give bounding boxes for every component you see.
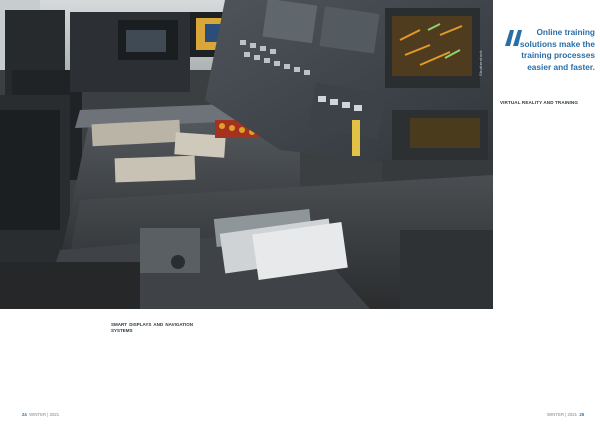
subheading: SMART DISPLAYS AND NAVIGATION SYSTEMS xyxy=(111,322,193,334)
text-column-2 xyxy=(111,318,193,334)
page-number-left: 24 xyxy=(22,412,27,417)
page-number-right: 25 xyxy=(579,412,585,417)
folio-left xyxy=(22,412,59,417)
photo-credit xyxy=(478,18,488,78)
pull-quote: Online training solutions make the training processes easier and faster. xyxy=(519,27,595,72)
folio-right xyxy=(547,412,584,417)
issue-right: WINTER | 2021 xyxy=(547,412,578,417)
issue-left: WINTER | 2021 xyxy=(29,412,60,417)
photo-credit-text: Shutterstock xyxy=(478,50,483,76)
section-heading: VIRTUAL REALITY AND TRAINING xyxy=(500,100,579,105)
